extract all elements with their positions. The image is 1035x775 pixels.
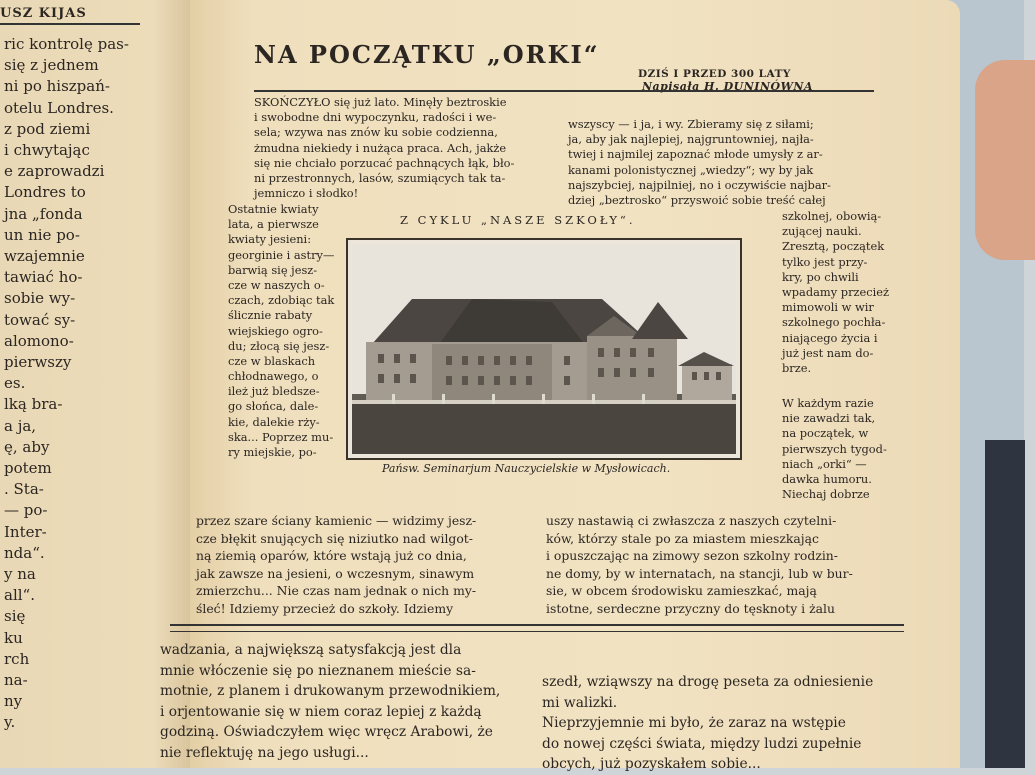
text-line: śleć! Idziemy przecież do szkoły. Idziemy xyxy=(196,600,454,616)
article-subtitle: DZIŚ I PRZED 300 LATY xyxy=(638,68,791,80)
left-text-line: un nie po- xyxy=(4,225,80,244)
text-line: najszybciej, najpilniej, no i oczywiście najbar- xyxy=(568,177,831,192)
text-line: na początek, w xyxy=(782,426,869,441)
left-text-line: ę, aby xyxy=(4,437,50,456)
bottom-column-1 xyxy=(160,640,500,763)
text-line: i orjentowanie się w niem coraz lepiej z każdą xyxy=(160,703,482,720)
left-text-line: wzajemnie xyxy=(4,247,85,265)
text-line: jak zawsze na jesieni, o wczesnym, sinawym xyxy=(196,565,475,581)
column-2-wrap-2 xyxy=(782,396,887,502)
text-line: kwiaty jesieni: xyxy=(228,232,312,247)
text-line: mnie włóczenie się po nieznanem mieście sa- xyxy=(160,662,476,679)
text-line: ków, którzy stale po za miastem mieszkając xyxy=(546,530,819,546)
left-text-line: potem xyxy=(4,459,52,477)
building-photo-illustration xyxy=(352,244,736,454)
left-text-line: Inter- xyxy=(4,522,47,541)
text-line: jemniczo i słodko! xyxy=(254,186,359,201)
text-line: chłodnawego, o xyxy=(228,369,319,384)
text-line: dziej „beztrosko“ przyswoić sobie treść całej xyxy=(568,192,826,207)
text-line: Nieprzyjemnie mi było, że zaraz na wstępie xyxy=(542,715,846,731)
text-line: cze błękit snujących się niziutko nad wilgot- xyxy=(196,530,473,546)
left-text-line: — po- xyxy=(4,501,48,520)
text-line: niającego życia i xyxy=(782,330,878,345)
column-2-wrap xyxy=(782,209,889,376)
text-line: cze w naszych o- xyxy=(228,277,325,292)
text-line: kry, po chwili xyxy=(782,269,859,284)
column-2-bottom xyxy=(546,512,853,617)
left-text-line: z pod ziemi xyxy=(4,119,91,138)
left-text-line: all“. xyxy=(4,586,35,605)
article-author: Napisała H. DUNINÓWNA xyxy=(642,80,814,93)
left-text-line: otelu Londres. xyxy=(4,98,114,117)
text-line: nie zawadzi tak, xyxy=(782,411,876,426)
text-line: istotne, serdeczne przyczny do tęsknoty i żalu xyxy=(546,600,835,616)
section-rule xyxy=(170,624,904,632)
text-line: ileż już bledsze- xyxy=(228,384,320,399)
text-line: ska... Poprzez mu- xyxy=(228,429,334,444)
text-line: georginie i astry— xyxy=(228,247,335,262)
background-hand xyxy=(975,60,1035,260)
left-text-line: alomono- xyxy=(4,331,74,350)
left-text-line: jna „fonda xyxy=(4,204,83,223)
text-line: wpadamy przecież xyxy=(782,284,890,299)
text-line: wiejskiego ogro- xyxy=(228,323,323,338)
left-text-line: i chwytając xyxy=(4,141,90,159)
background-dark xyxy=(985,440,1025,768)
text-line: się nie chciało porzucać pachnących łąk, bło- xyxy=(254,155,515,170)
text-line: szkolnej, obowią- xyxy=(782,209,882,223)
text-line: pierwszych tygod- xyxy=(782,441,887,456)
left-text-line: y. xyxy=(4,713,16,732)
text-line: ne domy, by w internatach, na stancji, lub w bur- xyxy=(546,565,853,581)
text-line: szedł, wziąwszy na drogę peseta za odniesienie xyxy=(542,674,874,690)
left-text-line: ku xyxy=(4,628,23,647)
photo-caption: Pańsw. Seminarjum Nauczycielskie w Mysłowicach. xyxy=(382,462,671,475)
text-line: SKOŃCZYŁO się już lato. Minęły beztroskie xyxy=(254,95,507,109)
left-text-line: es. xyxy=(4,374,26,393)
text-line: zmierzchu... Nie czas nam jednak o nich my- xyxy=(196,583,477,598)
text-line: godziną. Oświadczyłem więc wręcz Arabowi, że xyxy=(160,724,493,740)
article-title: NA POCZĄTKU „ORKI“ xyxy=(254,40,600,69)
text-line: czach, zdobiąc tak xyxy=(228,293,335,308)
text-line: du; złocą się jesz- xyxy=(228,338,330,353)
text-line: i swobodne dni wypoczynku, radości i we- xyxy=(254,110,497,125)
text-line: motnie, z planem i drukowanym przewodnikiem, xyxy=(160,683,501,699)
text-line: W każdym razie xyxy=(782,396,874,410)
text-line: twiej i najmilej zapoznać młode umysły z ar- xyxy=(568,147,823,162)
text-line: brze. xyxy=(782,360,812,375)
text-line: już jest nam do- xyxy=(782,345,874,360)
left-text-line: nda“. xyxy=(4,543,45,562)
left-text-line: ni po hiszpań- xyxy=(4,77,110,96)
column-1-top xyxy=(254,95,514,201)
text-line: ry miejskie, po- xyxy=(228,445,317,459)
text-line: dawka humoru. xyxy=(782,471,872,486)
left-text-line: tować sy- xyxy=(4,310,76,329)
text-line: kanami polonistycznej „wiedzy“; wy by jak xyxy=(568,162,814,177)
right-page xyxy=(160,0,960,772)
cycle-heading: Z CYKLU „NASZE SZKOŁY“. xyxy=(400,213,636,227)
text-line: Ostatnie kwiaty xyxy=(228,202,319,216)
column-1-bottom xyxy=(196,512,476,617)
left-text-line: się z jednem xyxy=(4,56,99,75)
text-line: ną ziemią oparów, które wstają już co dnia, xyxy=(196,548,467,563)
text-line: sie, w obcem środowisku zamieszkać, mają xyxy=(546,583,817,598)
left-text-line: sobie wy- xyxy=(4,289,76,308)
left-text-line: się xyxy=(4,607,26,626)
text-line: uszy nastawią ci zwłaszcza z naszych czytelni- xyxy=(546,513,837,528)
bottom-column-2 xyxy=(542,672,873,775)
column-1-wrap xyxy=(228,202,334,460)
text-line: mi walizki. xyxy=(542,694,618,711)
left-text-line: a ja, xyxy=(4,416,37,435)
text-line: ni przestronnych, lasów, szumiących tak ta- xyxy=(254,170,506,185)
left-text-line: na- xyxy=(4,671,28,689)
text-line: przez szare ściany kamienic — widzimy jesz- xyxy=(196,513,477,528)
title-rule xyxy=(254,90,874,92)
text-line: wszyscy — i ja, i wy. Zbieramy się z siłami; xyxy=(568,117,814,131)
left-text-line: rch xyxy=(4,649,30,668)
text-line: mimowoli w wir xyxy=(782,300,874,315)
text-line: barwią się jesz- xyxy=(228,262,318,277)
text-line: żmudna niekiedy i nużąca praca. Ach, jakże xyxy=(254,140,507,155)
left-text-line: . Sta- xyxy=(4,480,44,499)
text-line: nie reflektuję na jego usługi... xyxy=(160,744,369,761)
text-line: Niechaj dobrze xyxy=(782,487,870,502)
school-photo xyxy=(346,238,742,460)
text-line: ja, aby jak najlepiej, najgruntowniej, najła- xyxy=(568,132,814,147)
left-text-line: ny xyxy=(4,692,23,711)
column-2-top xyxy=(568,117,831,208)
text-line: ślicznie rabaty xyxy=(228,308,313,323)
text-line: lata, a pierwsze xyxy=(228,217,319,232)
left-text-line: pierwszy xyxy=(4,353,72,371)
text-line: cze w blaskach xyxy=(228,353,316,368)
text-line: wadzania, a największą satysfakcją jest dla xyxy=(160,642,462,658)
text-line: zującej nauki. xyxy=(782,224,862,239)
left-page-header: USZ KIJAS xyxy=(0,6,140,25)
left-text-line: lką bra- xyxy=(4,395,63,414)
left-text-line: ric kontrolę pas- xyxy=(4,35,129,53)
left-text-line: Londres to xyxy=(4,183,86,202)
text-line: obcych, już pozyskałem sobie... xyxy=(542,756,761,772)
text-line: kie, dalekie rży- xyxy=(228,414,320,429)
text-line: do nowej części świata, między ludzi zupełnie xyxy=(542,735,862,752)
text-line: tylko jest przy- xyxy=(782,254,868,269)
text-line: go słońca, dale- xyxy=(228,399,319,414)
text-line: szkolnego pochła- xyxy=(782,315,886,330)
text-line: sela; wzywa nas znów ku sobie codzienna, xyxy=(254,125,498,140)
left-text-line: tawiać ho- xyxy=(4,268,83,287)
left-text-line: y na xyxy=(4,565,36,583)
text-line: Zresztą, początek xyxy=(782,239,885,254)
left-text-line: e zaprowadzi xyxy=(4,162,105,181)
text-line: i opuszczając na zimowy sezon szkolny rodzin- xyxy=(546,548,838,563)
text-line: niach „orki“ — xyxy=(782,456,867,471)
